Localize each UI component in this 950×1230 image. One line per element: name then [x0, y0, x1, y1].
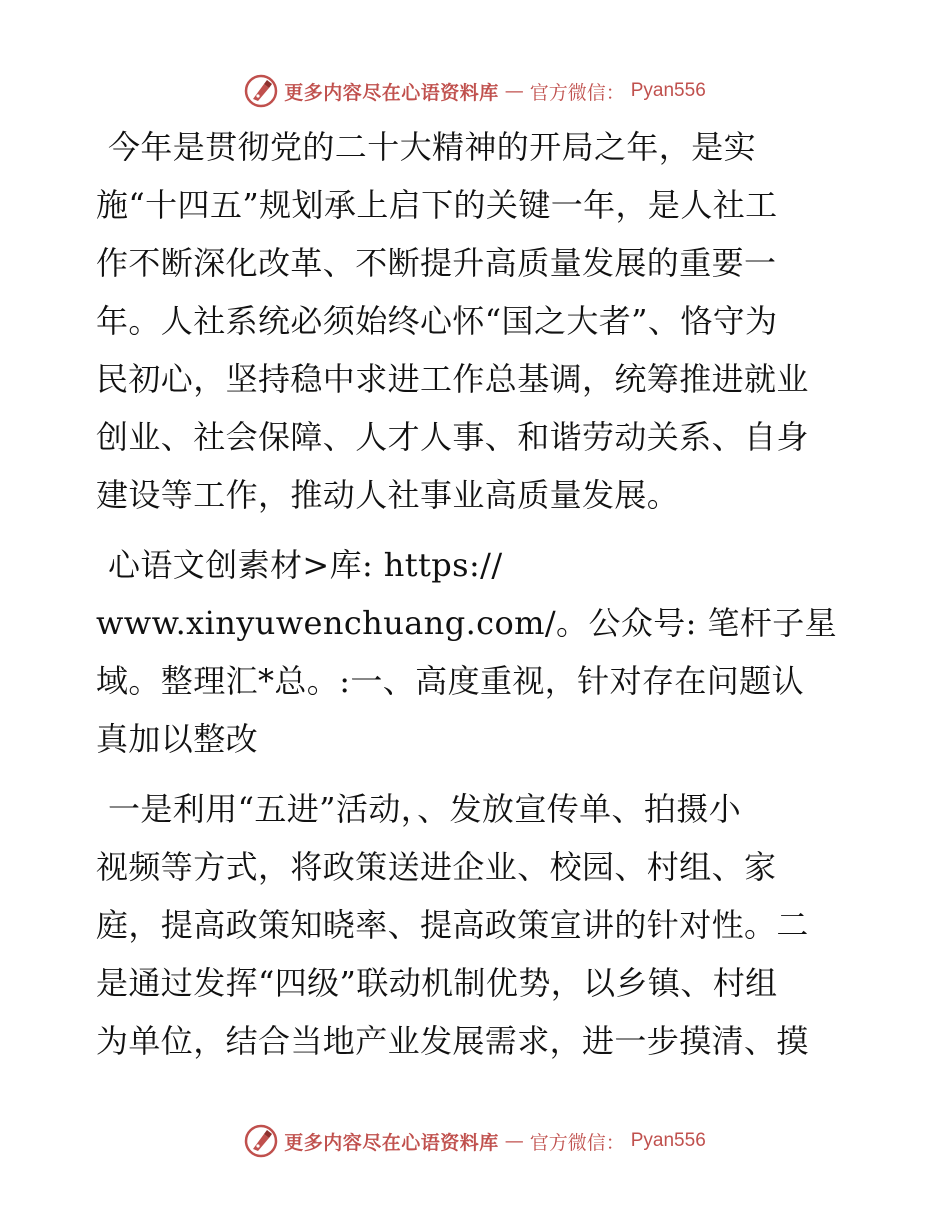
- watermark-group: [244, 1124, 706, 1158]
- text-line: 是通过发挥“四级”联动机制优势，以乡镇、村组: [96, 964, 778, 1002]
- text-line: 真加以整改: [96, 720, 259, 758]
- document-body: [96, 118, 848, 1082]
- footer-watermark: [0, 1121, 950, 1161]
- text-line: 心语文创素材>库: https://: [108, 546, 503, 584]
- paragraph-1: [96, 118, 848, 524]
- text-line: 年。人社系统必须始终心怀“国之大者”、恪守为: [96, 302, 778, 340]
- text-line: 域。整理汇*总。:一、高度重视，针对存在问题认: [96, 662, 804, 700]
- watermark-wechat-id: Pyan556: [630, 80, 706, 101]
- text-line: 一是利用“五进”活动，、发放宣传单、拍摄小: [108, 790, 742, 828]
- watermark-main-text: 更多内容尽在心语资料库: [284, 1131, 499, 1154]
- pen-nib-logo-icon: [244, 74, 278, 108]
- pen-nib-logo-icon: [244, 1124, 278, 1158]
- text-line: 建设等工作，推动人社事业高质量发展。: [96, 476, 680, 514]
- text-line: 视频等方式，将政策送进企业、校园、村组、家: [96, 848, 777, 886]
- text-line: 庭，提高政策知晓率、提高政策宣讲的针对性。二: [96, 906, 809, 944]
- text-line: www.xinyuwenchuang.com/。公众号: 笔杆子星: [96, 604, 838, 642]
- paragraph-3: [96, 780, 848, 1070]
- watermark-group: [244, 74, 706, 108]
- watermark-dash: —: [504, 80, 524, 102]
- text-line: 施“十四五”规划承上启下的关键一年，是人社工: [96, 186, 778, 224]
- watermark-wechat-id: Pyan556: [630, 1130, 706, 1151]
- watermark-main-text: 更多内容尽在心语资料库: [284, 81, 499, 104]
- text-line: 创业、社会保障、人才人事、和谐劳动关系、自身: [96, 418, 809, 456]
- text-line: 今年是贯彻党的二十大精神的开局之年，是实: [108, 128, 757, 166]
- text-line: 作不断深化改革、不断提升高质量发展的重要一: [96, 244, 777, 282]
- text-line: 民初心，坚持稳中求进工作总基调，统筹推进就业: [96, 360, 809, 398]
- header-watermark: [0, 71, 950, 111]
- watermark-wechat-label: 官方微信：: [529, 81, 625, 104]
- watermark-dash: —: [504, 1130, 524, 1152]
- text-line: 为单位，结合当地产业发展需求，进一步摸清、摸: [96, 1022, 809, 1060]
- watermark-wechat-label: 官方微信：: [529, 1131, 625, 1154]
- paragraph-2: [96, 536, 848, 768]
